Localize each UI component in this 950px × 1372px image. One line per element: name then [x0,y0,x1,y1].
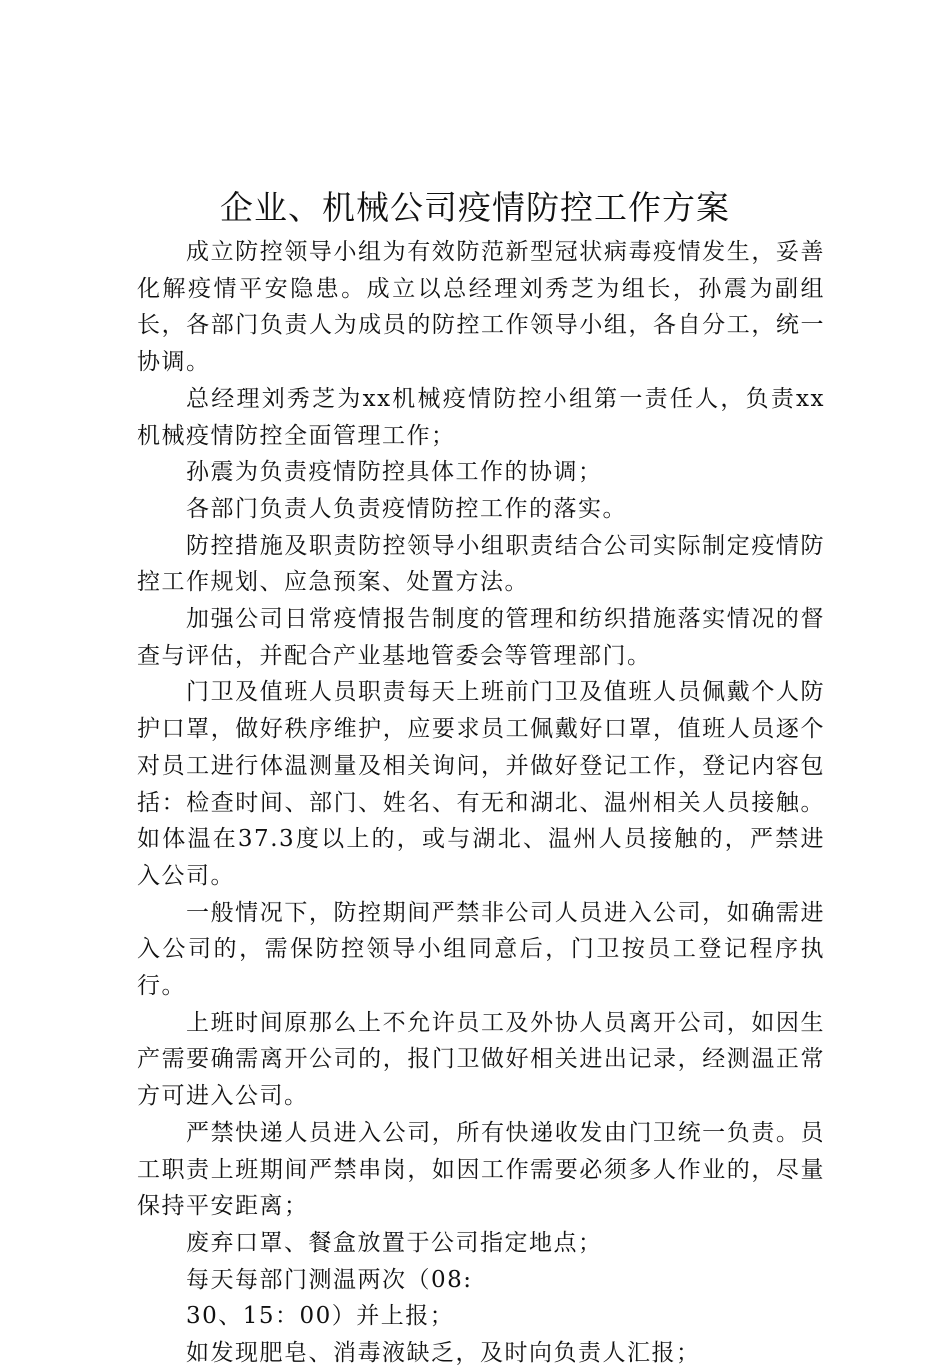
paragraph-leave-policy: 上班时间原那么上不允许员工及外协人员离开公司，如因生产需要确需离开公司的，报门卫做好相关进出记录，经测温正常方可进入公司。 [137,1009,825,1110]
paragraph-courier-policy: 严禁快递人员进入公司，所有快递收发由门卫统一负责。员工职责上班期间严禁串岗，如因工作需要必须多人作业的，尽量保持平安距离； [137,1119,825,1220]
paragraph-first-responsible: 总经理刘秀芝为xx机械疫情防控小组第一责任人，负责xx机械疫情防控全面管理工作； [137,385,825,449]
paragraph-implementation: 各部门负责人负责疫情防控工作的落实。 [186,495,627,522]
document-body [137,234,825,1372]
paragraph-visitor-policy: 一般情况下，防控期间严禁非公司人员进入公司，如确需进入公司的，需保防控领导小组同意后，门卫按员工登记程序执行。 [137,899,825,1000]
paragraph-measures: 防控措施及职责防控领导小组职责结合公司实际制定疫情防控工作规划、应急预案、处置方法。 [137,532,825,596]
paragraph-temperature-times: 30、15：00）并上报； [186,1303,455,1330]
document-title: 企业、机械公司疫情防控工作方案 [220,188,730,227]
paragraph-leadership-group: 成立防控领导小组为有效防范新型冠状病毒疫情发生，妥善化解疫情平安隐患。成立以总经理刘秀芝为组长，孙震为副组长，各部门负责人为成员的防控工作领导小组，各自分工，统一协调。 [137,239,825,376]
paragraph-reporting: 加强公司日常疫情报告制度的管理和纺织措施落实情况的督查与评估，并配合产业基地管委会等管理部门。 [137,606,825,669]
paragraph-waste-disposal: 废弃口罩、餐盒放置于公司指定地点； [186,1229,603,1256]
paragraph-temperature-check: 每天每部门测温两次（08: [186,1266,473,1293]
paragraph-supplies-report: 如发现肥皂、消毒液缺乏，及时向负责人汇报； [186,1340,701,1367]
paragraph-guard-duties: 门卫及值班人员职责每天上班前门卫及值班人员佩戴个人防护口罩，做好秩序维护，应要求员工佩戴好口罩，值班人员逐个对员工进行体温测量及相关询问，并做好登记工作，登记内容包括：检查时间、部门、姓名、有无和湖北、温州相关人员接触。如体温在37.3度以上的，或与湖北、温州人员接触的，严禁进入公司。 [137,679,825,889]
paragraph-coordination: 孙震为负责疫情防控具体工作的协调； [186,459,603,486]
